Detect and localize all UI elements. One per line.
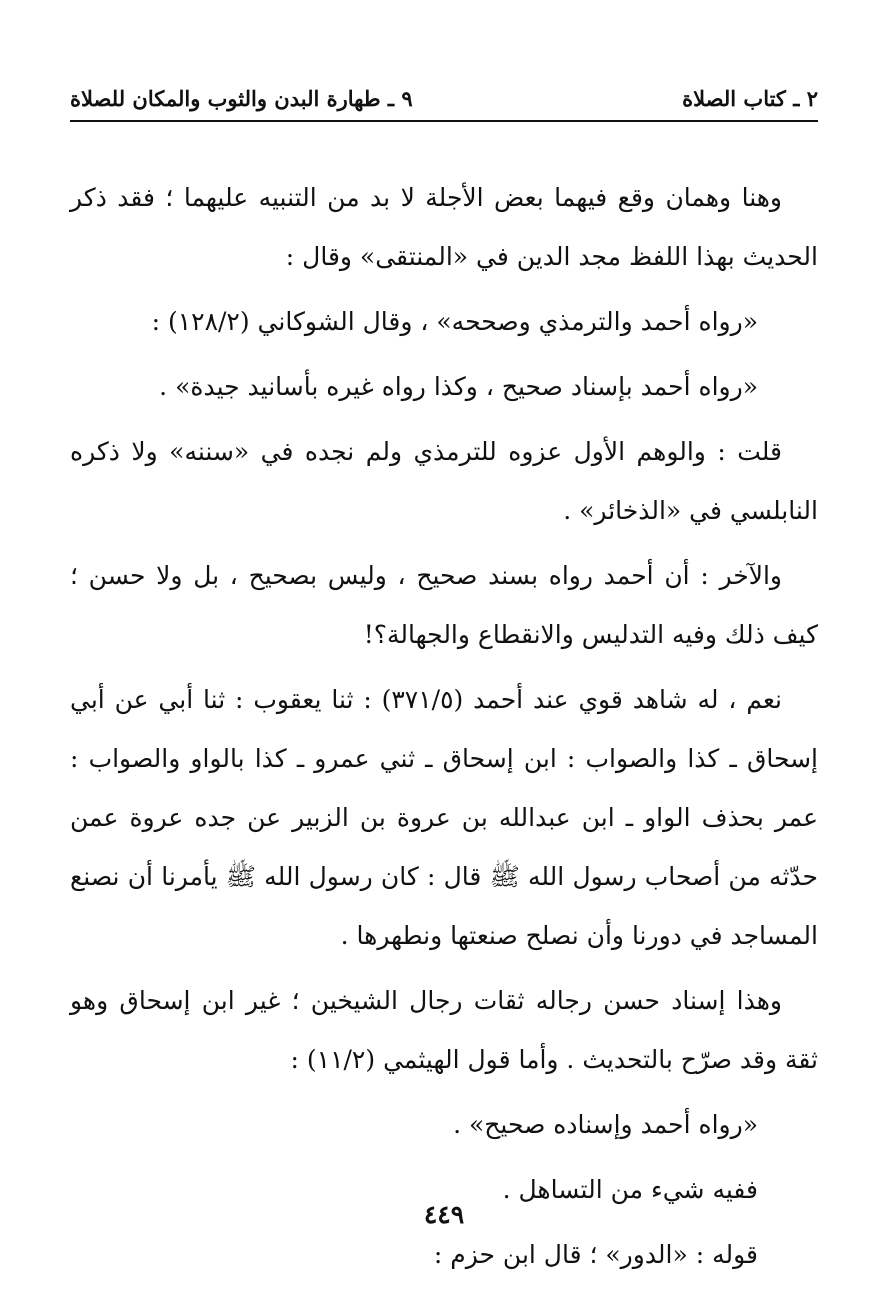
quote: «رواه أحمد وإسناده صحيح» . (453, 1110, 758, 1139)
running-header (70, 78, 818, 118)
paragraph: ففيه شيء من التساهل . (502, 1175, 758, 1204)
quote: «رواه أحمد بإسناد صحيح ، وكذا رواه غيره بأسانيد جيدة» . (159, 372, 758, 401)
chapter-title: ٢ ـ كتاب الصلاة (682, 85, 818, 111)
paragraph: وهذا إسناد حسن رجاله ثقات رجال الشيخين ؛ غير ابن إسحاق وهو ثقة وقد صرّح بالتحديث . وأما قول الهيثمي (١١/٢) : (70, 986, 818, 1074)
paragraph: نعم ، له شاهد قوي عند أحمد (٣٧١/٥) : ثنا يعقوب : ثنا أبي عن أبي إسحاق ـ كذا والصواب : ابن إسحاق ـ ثني عمرو ـ كذا بالواو والصواب : عمر بحذف الواو ـ ابن عبدالله بن عروة بن الزبير عن جده عروة عمن حدّثه من أصحاب رسول الله ﷺ قال : كان رسول الله ﷺ يأمرنا أن نصنع المساجد في دورنا وأن نصلح صنعتها ونطهرها . (70, 685, 818, 950)
paragraph: قوله : «الدور» ؛ قال ابن حزم : (433, 1240, 758, 1269)
paragraph: وهنا وهمان وقع فيهما بعض الأجلة لا بد من التنبيه عليهما ؛ فقد ذكر الحديث بهذا اللفظ مجد الدين في «المنتقى» وقال : (70, 183, 818, 271)
paragraph: قلت : والوهم الأول عزوه للترمذي ولم نجده في «سننه» ولا ذكره النابلسي في «الذخائر» . (70, 437, 818, 525)
paragraph: والآخر : أن أحمد رواه بسند صحيح ، وليس بصحيح ، بل ولا حسن ؛ كيف ذلك وفيه التدليس والانقطاع والجهالة؟! (70, 561, 818, 649)
page-number: ٤٤٩ (423, 1200, 465, 1229)
section-title: ٩ ـ طهارة البدن والثوب والمكان للصلاة (70, 85, 413, 111)
page-body (70, 168, 818, 1290)
header-rule (70, 120, 818, 122)
quote: «رواه أحمد والترمذي وصححه» ، وقال الشوكاني (١٢٨/٢) : (151, 307, 758, 336)
